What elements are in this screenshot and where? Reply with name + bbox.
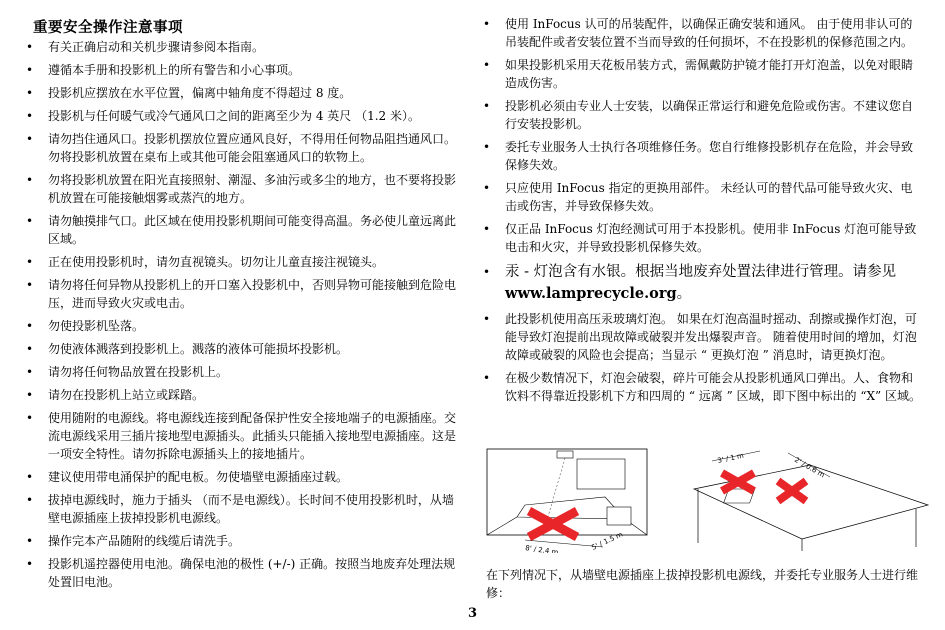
list-item: • 遵循本手册和投影机上的所有警告和小心事项。 [26, 61, 458, 79]
mercury-warning-text: 汞 - 灯泡含有水银。根据当地废弃处置法律进行管理。请参见 [505, 264, 897, 280]
dimension-label-3: 3' / 1 m [716, 451, 745, 465]
list-item: • 请勿将任何物品放置在投影机上。 [26, 363, 458, 381]
lamprecycle-link[interactable]: www.lamprecycle.org [505, 285, 677, 302]
mercury-warning-end: 。 [676, 286, 692, 302]
page-number: 3 [468, 606, 478, 621]
list-item: • 勿将投影机放置在阳光直接照射、潮湿、多油污或多尘的地方，也不要将投影机放置在可能接触烟雾或蒸汽的地方。 [26, 171, 458, 207]
list-item: • 委托专业服务人士执行各项维修任务。您自行维修投影机存在危险，并会导致保修失效。 [483, 138, 923, 174]
list-item: • 正在使用投影机时，请勿直视镜头。切勿让儿童直接注视镜头。 [26, 253, 458, 271]
list-item: • 投影机应摆放在水平位置，偏离中轴角度不得超过 8 度。 [26, 84, 458, 102]
list-item: • 拔掉电源线时，施力于插头 （而不是电源线）。长时间不使用投影机时，从墙壁电源插座上拔掉投影机电源线。 [26, 491, 458, 527]
list-item: • 请勿触摸排气口。此区域在使用投影机期间可能变得高温。务必使儿童远离此区域。 [26, 212, 458, 248]
list-item: • 此投影机使用高压汞玻璃灯泡。 如果在灯泡高温时摇动、刮擦或操作灯泡，可能导致灯泡提前出现故障或破裂并发出爆裂声音。 随着使用时间的增加，灯泡故障或破裂的风险也会提高；当显示 “ 更换灯泡 ” 消息时，请更换灯泡。 [483, 310, 923, 364]
list-item: • 勿使液体溅落到投影机上。溅落的液体可能损坏投影机。 [26, 340, 458, 358]
list-item: • 请勿在投影机上站立或踩踏。 [26, 386, 458, 404]
list-item: • 仅正品 InFocus 灯泡经测试可用于本投影机。使用非 InFocus 灯泡可能导致电击和火灾，并导致投影机保修失效。 [483, 220, 923, 256]
caption-text: 在下列情况下，从墙壁电源插座上拔掉投影机电源线，并委托专业服务人士进行维修： [486, 568, 919, 600]
list-item: • 投影机与任何暖气或冷气通风口之间的距离至少为 4 英尺 （1.2 米）。 [26, 107, 458, 125]
dimension-label-2: 5' / 1.5 m [590, 530, 625, 552]
mercury-warning-item [483, 261, 923, 305]
list-item: • 建议使用带电涌保护的配电板。勿使墙壁电源插座过载。 [26, 468, 458, 486]
list-item: • 有关正确启动和关机步骤请参阅本指南。 [26, 38, 458, 56]
list-item: • 请勿挡住通风口。投影机摆放位置应通风良好，不得用任何物品阻挡通风口。勿将投影机放置在桌布上或其他可能会阻塞通风口的软物上。 [26, 130, 458, 166]
list-item: • 使用 InFocus 认可的吊装配件，以确保正确安装和通风。 由于使用非认可的吊装配件或者安装位置不当而导致的任何损坏，不在投影机的保修范围之内。 [483, 15, 923, 51]
ceiling-mount-diagram [485, 447, 651, 553]
list-item: • 勿使投影机坠落。 [26, 317, 458, 335]
dimension-label-4: 2' / 0.6 m [793, 455, 826, 480]
section-title: 重要安全操作注意事项 [33, 20, 183, 36]
x-mark-icon [778, 481, 806, 501]
list-item: • 使用随附的电源线。将电源线连接到配备保护性安全接地端子的电源插座。交流电源线采用三插片接地型电源插头。此插头只能插入接地型电源插座。这是一项安全特性。请勿拆除电源插头上的接地插片。 [26, 409, 458, 463]
right-bullet-list [483, 15, 923, 410]
x-mark-icon [529, 511, 577, 537]
list-item: • 只应使用 InFocus 指定的更换用部件。 未经认可的替代品可能导致火灾、电击或伤害，并导致保修失效。 [483, 179, 923, 215]
list-item: • 在极少数情况下，灯泡会破裂，碎片可能会从投影机通风口弹出。人、食物和饮料不得靠近投影机下方和四周的 “ 远离 ” 区域，即下图中标出的 “X” 区域。 [483, 369, 923, 405]
list-item: • 操作完本产品随附的线缆后请洗手。 [26, 532, 458, 550]
table-mount-diagram [690, 447, 935, 554]
left-bullet-list [26, 38, 458, 596]
dimension-label-1: 8' / 2.4 m [524, 544, 559, 553]
list-item: • 请勿将任何异物从投影机上的开口塞入投影机中，否则异物可能接触到危险电压，进而导致火灾或电击。 [26, 276, 458, 312]
list-item: • 投影机必须由专业人士安装，以确保正常运行和避免危险或伤害。不建议您自行安装投影机。 [483, 97, 923, 133]
list-item: • 投影机遥控器使用电池。确保电池的极性 (+/-) 正确。按照当地废弃处理法规处置旧电池。 [26, 555, 458, 591]
list-item: • 如果投影机采用天花板吊装方式，需佩戴防护镜才能打开灯泡盖，以免对眼睛造成伤害。 [483, 56, 923, 92]
